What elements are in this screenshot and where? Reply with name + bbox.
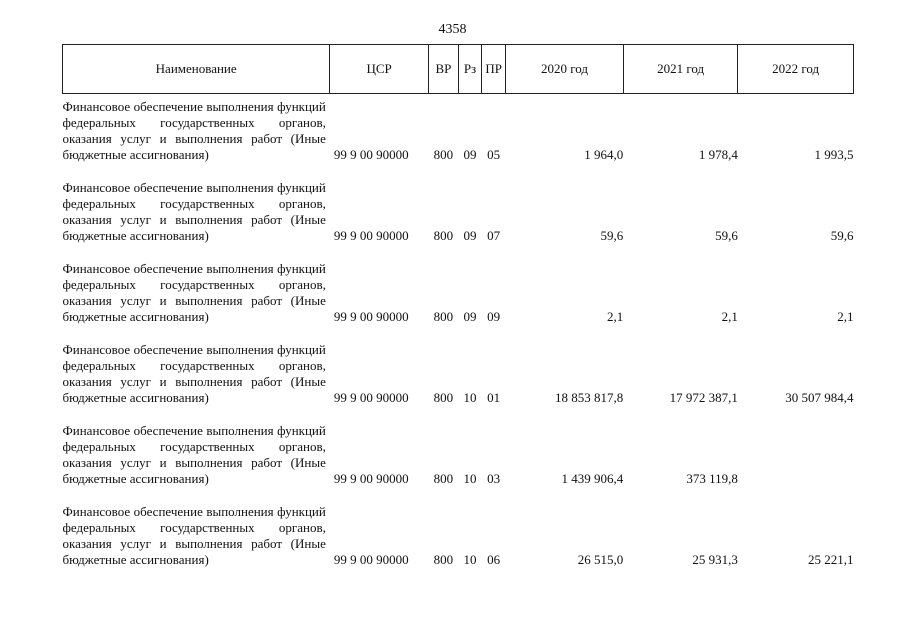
row-name: Финансовое обеспечение выполнения функций федеральных государственных органов, оказания услуг и выполнения работ (Иные бюджетные ассигнования) bbox=[62, 180, 326, 243]
row-rz: 10 bbox=[463, 552, 477, 567]
header-name: Наименование bbox=[63, 45, 330, 94]
header-vr: ВР bbox=[428, 45, 458, 94]
row-name: Финансовое обеспечение выполнения функций федеральных государственных органов, оказания услуг и выполнения работ (Иные бюджетные ассигнования) bbox=[62, 261, 326, 324]
row-rz: 09 bbox=[463, 147, 477, 162]
row-rz: 09 bbox=[463, 309, 477, 324]
table-row bbox=[63, 504, 854, 585]
row-2020: 18 853 817,8 bbox=[555, 390, 624, 405]
row-2022: 1 993,5 bbox=[814, 147, 854, 162]
row-vr: 800 bbox=[433, 471, 454, 486]
table-row bbox=[63, 342, 854, 423]
row-2021: 373 119,8 bbox=[686, 471, 738, 486]
row-2020: 59,6 bbox=[600, 228, 624, 243]
header-rz: Рз bbox=[458, 45, 481, 94]
row-2021: 1 978,4 bbox=[698, 147, 738, 162]
row-2022 bbox=[738, 423, 854, 504]
row-rz: 10 bbox=[463, 390, 477, 405]
row-csr: 99 9 00 90000 bbox=[333, 552, 409, 567]
row-name: Финансовое обеспечение выполнения функций федеральных государственных органов, оказания услуг и выполнения работ (Иные бюджетные ассигнования) bbox=[62, 342, 326, 405]
row-pr: 06 bbox=[487, 552, 501, 567]
row-pr: 07 bbox=[487, 228, 501, 243]
row-2022: 25 221,1 bbox=[808, 552, 854, 567]
row-csr: 99 9 00 90000 bbox=[333, 471, 409, 486]
row-csr: 99 9 00 90000 bbox=[333, 147, 409, 162]
row-name: Финансовое обеспечение выполнения функций федеральных государственных органов, оказания услуг и выполнения работ (Иные бюджетные ассигнования) bbox=[62, 504, 326, 567]
table-row bbox=[63, 423, 854, 504]
header-2022: 2022 год bbox=[738, 45, 854, 94]
table-row bbox=[63, 261, 854, 342]
row-2021: 2,1 bbox=[721, 309, 738, 324]
row-vr: 800 bbox=[433, 228, 454, 243]
row-vr: 800 bbox=[433, 552, 454, 567]
header-2020: 2020 год bbox=[506, 45, 624, 94]
table-row bbox=[63, 94, 854, 181]
row-2021: 59,6 bbox=[715, 228, 738, 243]
row-vr: 800 bbox=[433, 309, 454, 324]
row-pr: 09 bbox=[487, 309, 501, 324]
table-header-row bbox=[63, 45, 854, 94]
row-vr: 800 bbox=[433, 390, 454, 405]
table-row bbox=[63, 180, 854, 261]
row-rz: 09 bbox=[463, 228, 477, 243]
row-vr: 800 bbox=[433, 147, 454, 162]
row-csr: 99 9 00 90000 bbox=[333, 390, 409, 405]
row-2020: 1 964,0 bbox=[584, 147, 624, 162]
row-2022: 59,6 bbox=[830, 228, 854, 243]
row-csr: 99 9 00 90000 bbox=[333, 309, 409, 324]
row-pr: 05 bbox=[487, 147, 501, 162]
row-2021: 17 972 387,1 bbox=[669, 390, 738, 405]
page-number: 4358 bbox=[438, 22, 467, 37]
row-2020: 1 439 906,4 bbox=[561, 471, 624, 486]
row-2022: 30 507 984,4 bbox=[785, 390, 854, 405]
row-name: Финансовое обеспечение выполнения функций федеральных государственных органов, оказания услуг и выполнения работ (Иные бюджетные ассигнования) bbox=[62, 99, 326, 162]
row-2020: 26 515,0 bbox=[577, 552, 624, 567]
header-pr: ПР bbox=[482, 45, 506, 94]
row-pr: 01 bbox=[487, 390, 501, 405]
row-rz: 10 bbox=[463, 471, 477, 486]
row-2020: 2,1 bbox=[607, 309, 624, 324]
row-2021: 25 931,3 bbox=[692, 552, 738, 567]
row-pr: 03 bbox=[487, 471, 501, 486]
budget-table bbox=[62, 44, 854, 585]
row-2022: 2,1 bbox=[837, 309, 854, 324]
row-csr: 99 9 00 90000 bbox=[333, 228, 409, 243]
header-2021: 2021 год bbox=[623, 45, 738, 94]
row-name: Финансовое обеспечение выполнения функций федеральных государственных органов, оказания услуг и выполнения работ (Иные бюджетные ассигнования) bbox=[62, 423, 326, 486]
header-csr: ЦСР bbox=[330, 45, 428, 94]
